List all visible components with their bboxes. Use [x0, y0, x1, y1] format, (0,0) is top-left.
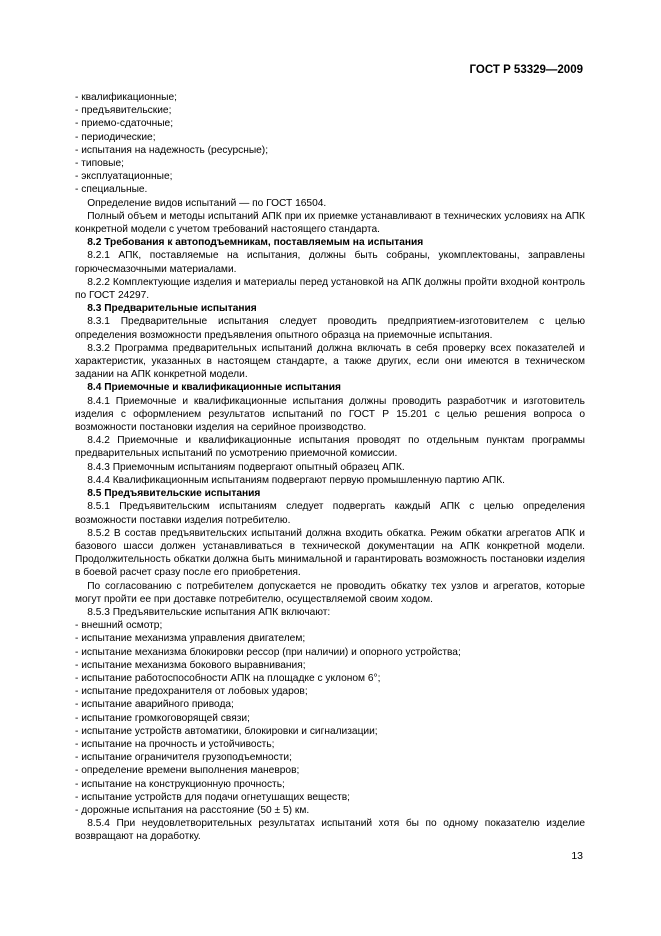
- list-item: - внешний осмотр;: [75, 620, 163, 632]
- paragraph: 8.2.2 Комплектующие изделия и материалы перед установкой на АПК должны пройти входной контроль по ГОСТ 24297.: [75, 276, 585, 302]
- list-item: - испытание аварийного привода;: [75, 699, 234, 711]
- list-item: - типовые;: [75, 158, 124, 170]
- section-heading: 8.5 Предъявительские испытания: [87, 488, 261, 500]
- list-item: - испытание ограничителя грузоподъемности;: [75, 752, 292, 764]
- paragraph: 8.4.1 Приемочные и квалификационные испытания должны проводить разработчик и изготовитель изделия с оформлением результатов испытаний по ГОСТ Р 15.201 с целью решения вопроса о возможности постановки изделия на серийное производство.: [75, 395, 585, 434]
- list-item: - предъявительские;: [75, 105, 172, 117]
- list-item: - испытание устройств для подачи огнетушащих веществ;: [75, 791, 350, 803]
- paragraph: 8.5.1 Предъявительским испытаниям следует подвергать каждый АПК с целью определения возможности поставки изделия потребителю.: [75, 501, 585, 526]
- list-item: - испытание предохранителя от лобовых ударов;: [75, 686, 308, 698]
- paragraph: Определение видов испытаний — по ГОСТ 16504.: [87, 197, 327, 209]
- section-heading: 8.3 Предварительные испытания: [87, 303, 257, 315]
- list-item: - испытание механизма управления двигателем;: [75, 633, 306, 645]
- section-heading: 8.4 Приемочные и квалификационные испытания: [87, 382, 341, 394]
- paragraph: 8.5.3 Предъявительские испытания АПК включают:: [87, 606, 331, 618]
- document-code-header: ГОСТ Р 53329—2009: [469, 64, 583, 76]
- page-number: 13: [571, 850, 583, 862]
- list-item: - дорожные испытания на расстояние (50 ± 5) км.: [75, 804, 310, 816]
- paragraph: По согласованию с потребителем допускается не проводить обкатку тех узлов и агрегатов, которые могут пройти ее при доставке потребителю, осуществляемой своим ходом.: [75, 580, 585, 605]
- paragraph: Полный объем и методы испытаний АПК при их приемке устанавливают в технических условиях на АПК конкретной модели с учетом требований настоящего стандарта.: [75, 210, 585, 236]
- paragraph: 8.5.4 При неудовлетворительных результатах испытаний хотя бы по одному показателю изделие возвращают на доработку.: [75, 818, 585, 843]
- list-item: - испытание механизма бокового выравнивания;: [75, 659, 306, 671]
- list-item: - испытания на надежность (ресурсные);: [75, 144, 269, 156]
- list-item: - определение времени выполнения маневров;: [75, 765, 300, 777]
- list-item: - эксплуатационные;: [75, 171, 173, 183]
- paragraph: 8.3.2 Программа предварительных испытаний должна включать в себя проверку всех показателей и характеристик, указанных в настоящем стандарте, а также других, если они имеются в техническом задании на АПК конкретной модели.: [75, 342, 585, 381]
- paragraph: 8.4.2 Приемочные и квалификационные испытания проводят по отдельным пунктам программы предварительных испытаний по усмотрению приемочной комиссии.: [75, 435, 585, 460]
- paragraph: 8.4.4 Квалификационным испытаниям подвергают первую промышленную партию АПК.: [87, 474, 505, 486]
- paragraph: 8.2.1 АПК, поставляемые на испытания, должны быть собраны, укомплектованы, заправлены горючесмазочными материалами.: [75, 250, 585, 275]
- paragraph: 8.4.3 Приемочным испытаниям подвергают опытный образец АПК.: [87, 461, 405, 473]
- document-body: [75, 91, 585, 844]
- list-item: - испытание громкоговорящей связи;: [75, 712, 250, 724]
- list-item: - испытание на прочность и устойчивость;: [75, 738, 275, 750]
- list-item: - квалификационные;: [75, 92, 177, 103]
- list-item: - испытание на конструкционную прочность;: [75, 778, 285, 790]
- list-item: - специальные.: [75, 184, 148, 196]
- list-item: - периодические;: [75, 131, 156, 143]
- paragraph: 8.3.1 Предварительные испытания следует проводить предприятием-изготовителем с целью определения возможности предъявления опытного образца на приемочные испытания.: [75, 316, 585, 341]
- section-heading: 8.2 Требования к автоподъемникам, поставляемым на испытания: [87, 237, 424, 249]
- paragraph: 8.5.2 В состав предъявительских испытаний должна входить обкатка. Режим обкатки агрегатов АПК и базового шасси должен устанавливаться в технической документации на АПК конкретной модели. Продолжительность обкатки должна быть минимальной и гарантировать возможность постановки изделия в боевой расчет сразу после его приобретения.: [75, 527, 585, 579]
- list-item: - испытание устройств автоматики, блокировки и сигнализации;: [75, 725, 378, 737]
- list-item: - испытание работоспособности АПК на площадке с уклоном 6°;: [75, 672, 381, 684]
- list-item: - приемо-сдаточные;: [75, 118, 174, 130]
- list-item: - испытание механизма блокировки рессор (при наличии) и опорного устройства;: [75, 646, 461, 658]
